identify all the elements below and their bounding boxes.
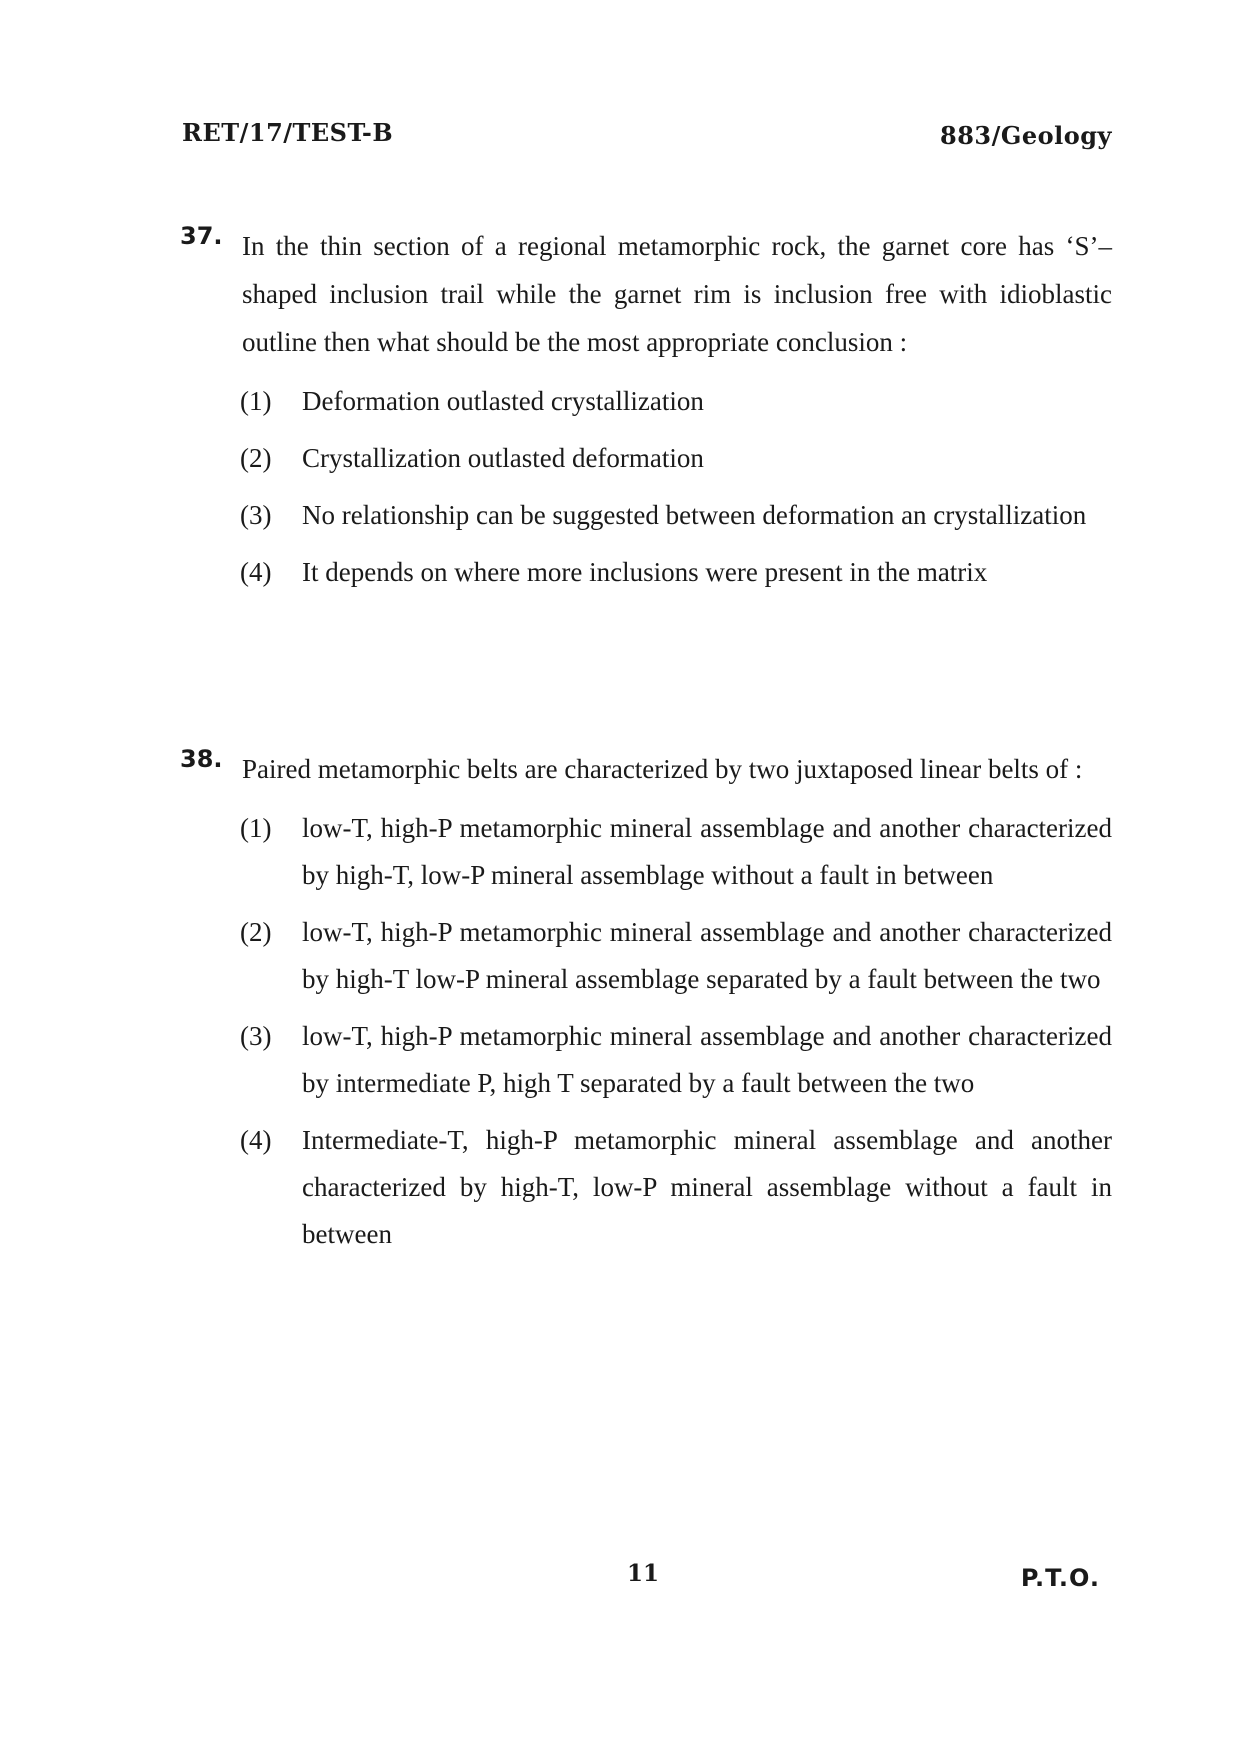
option-number: (3): [240, 500, 272, 530]
option-2: [240, 909, 1112, 1003]
option-text: No relationship can be suggested between deformation an crystallization: [302, 500, 1087, 530]
option-text: low-T, high-P metamorphic mineral assemblage and another characterized by high-T, low-P mineral assemblage without a fault in between: [302, 813, 1112, 890]
question-number: 38.: [180, 745, 223, 773]
options-list: [240, 378, 1112, 596]
option-4: [240, 1117, 1112, 1258]
question-number: 37.: [180, 222, 223, 250]
option-number: (2): [240, 917, 272, 947]
option-1: [240, 378, 1112, 425]
option-number: (2): [240, 443, 272, 473]
option-number: (3): [240, 1021, 272, 1051]
question-37: [180, 222, 1112, 606]
question-text: Paired metamorphic belts are characterized by two juxtaposed linear belts of :: [242, 754, 1083, 784]
option-4: [240, 549, 1112, 596]
option-text: Deformation outlasted crystallization: [302, 386, 704, 416]
option-number: (1): [240, 813, 272, 843]
options-list: [240, 805, 1112, 1258]
test-code: RET/17/TEST-B: [182, 118, 394, 147]
option-3: [240, 1013, 1112, 1107]
option-3: [240, 492, 1112, 539]
option-text: low-T, high-P metamorphic mineral assemblage and another characterized by high-T low-P mineral assemblage separated by a fault between the two: [302, 917, 1112, 994]
option-text: Intermediate-T, high-P metamorphic mineral assemblage and another characterized by high-T, low-P mineral assemblage without a fault in between: [302, 1125, 1112, 1249]
page-number: 11: [627, 1560, 660, 1587]
option-text: low-T, high-P metamorphic mineral assemblage and another characterized by intermediate P, high T separated by a fault between the two: [302, 1021, 1112, 1098]
option-2: [240, 435, 1112, 482]
question-text: In the thin section of a regional metamorphic rock, the garnet core has ‘S’–shaped inclusion trail while the garnet rim is inclusion free with idioblastic outline then what should be the most appropriate conclusion :: [242, 231, 1112, 357]
option-number: (4): [240, 1125, 272, 1155]
please-turn-over: P.T.O.: [1020, 1564, 1100, 1592]
subject-code: 883/Geology: [940, 121, 1112, 150]
option-text: Crystallization outlasted deformation: [302, 443, 704, 473]
option-number: (4): [240, 557, 272, 587]
option-text: It depends on where more inclusions were present in the matrix: [302, 557, 988, 587]
option-number: (1): [240, 386, 272, 416]
option-1: [240, 805, 1112, 899]
question-38: [180, 745, 1112, 1268]
